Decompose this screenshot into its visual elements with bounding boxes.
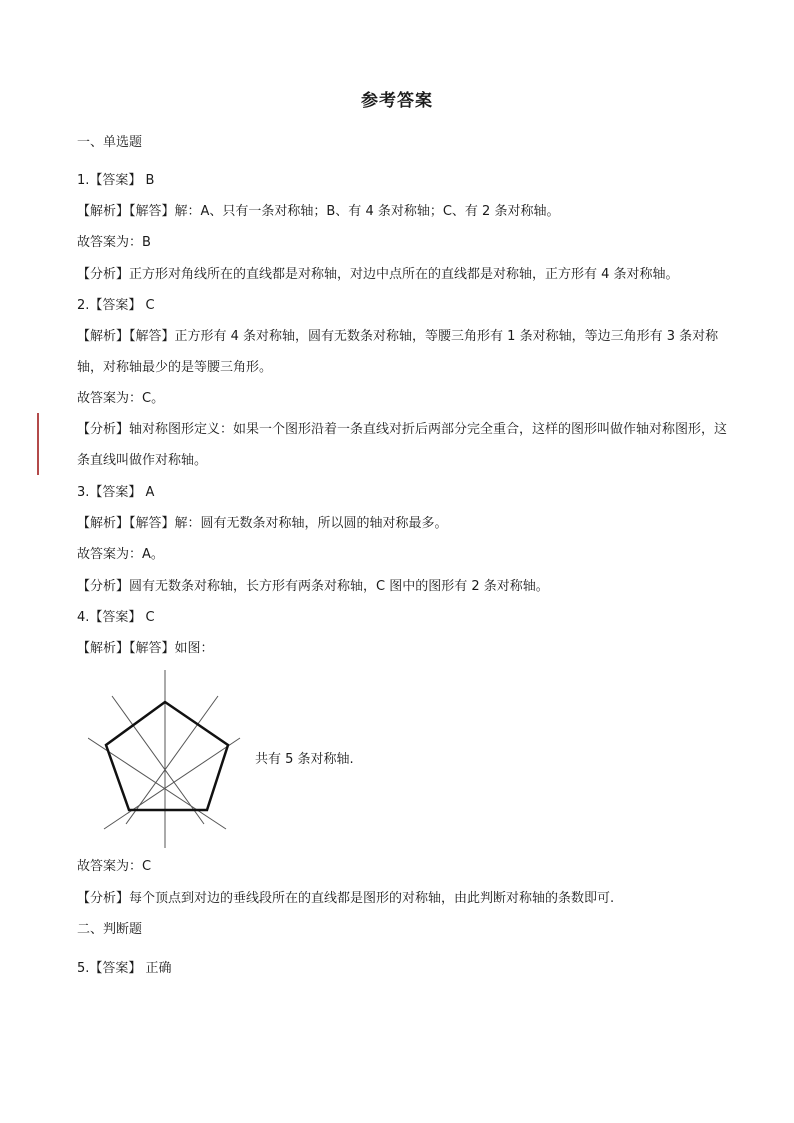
q5-answer: 5.【答案】 正确 (77, 961, 172, 976)
q2-answer: 2.【答案】 C (77, 298, 155, 313)
q4-conclusion: 故答案为：C (77, 859, 152, 874)
margin-mark (37, 413, 39, 475)
figure-caption: 共有 5 条对称轴. (255, 752, 354, 767)
q2-conclusion: 故答案为：C。 (77, 391, 165, 406)
pentagon-symmetry-figure (88, 670, 258, 848)
q3-analysis: 【分析】圆有无数条对称轴，长方形有两条对称轴，C 图中的图形有 2 条对称轴。 (77, 579, 549, 594)
q1-conclusion: 故答案为：B (77, 235, 151, 250)
q3-answer: 3.【答案】 A (77, 485, 155, 500)
symmetry-axis (126, 696, 218, 824)
q4-explain: 【解析】【解答】如图： (77, 641, 214, 656)
q1-answer: 1.【答案】 B (77, 173, 155, 188)
section-heading-true-false: 二、判断题 (77, 922, 143, 937)
page-title: 参考答案 (361, 91, 433, 111)
q1-explain: 【解析】【解答】解：A、只有一条对称轴；B、有 4 条对称轴；C、有 2 条对称轴。 (77, 204, 560, 219)
q1-analysis: 【分析】正方形对角线所在的直线都是对称轴，对边中点所在的直线都是对称轴，正方形有 4 条对称轴。 (77, 267, 679, 282)
q2-analysis: 【分析】轴对称图形定义：如果一个图形沿着一条直线对折后两部分完全重合，这样的图形叫做作轴对称图形，这条直线叫做作对称轴。 (77, 422, 728, 468)
q4-answer: 4.【答案】 C (77, 610, 155, 625)
q4-analysis: 【分析】每个顶点到对边的垂线段所在的直线都是图形的对称轴，由此判断对称轴的条数即可. (77, 891, 615, 906)
pentagon-shape (106, 702, 228, 810)
symmetry-axis (112, 696, 204, 824)
symmetry-axis (104, 738, 240, 829)
q3-conclusion: 故答案为：A。 (77, 547, 164, 562)
q2-explain: 【解析】【解答】正方形有 4 条对称轴，圆有无数条对称轴，等腰三角形有 1 条对称轴，等边三角形有 3 条对称轴，对称轴最少的是等腰三角形。 (77, 329, 719, 375)
q3-explain: 【解析】【解答】解：圆有无数条对称轴，所以圆的轴对称最多。 (77, 516, 448, 531)
section-heading-single-choice: 一、单选题 (77, 135, 143, 150)
